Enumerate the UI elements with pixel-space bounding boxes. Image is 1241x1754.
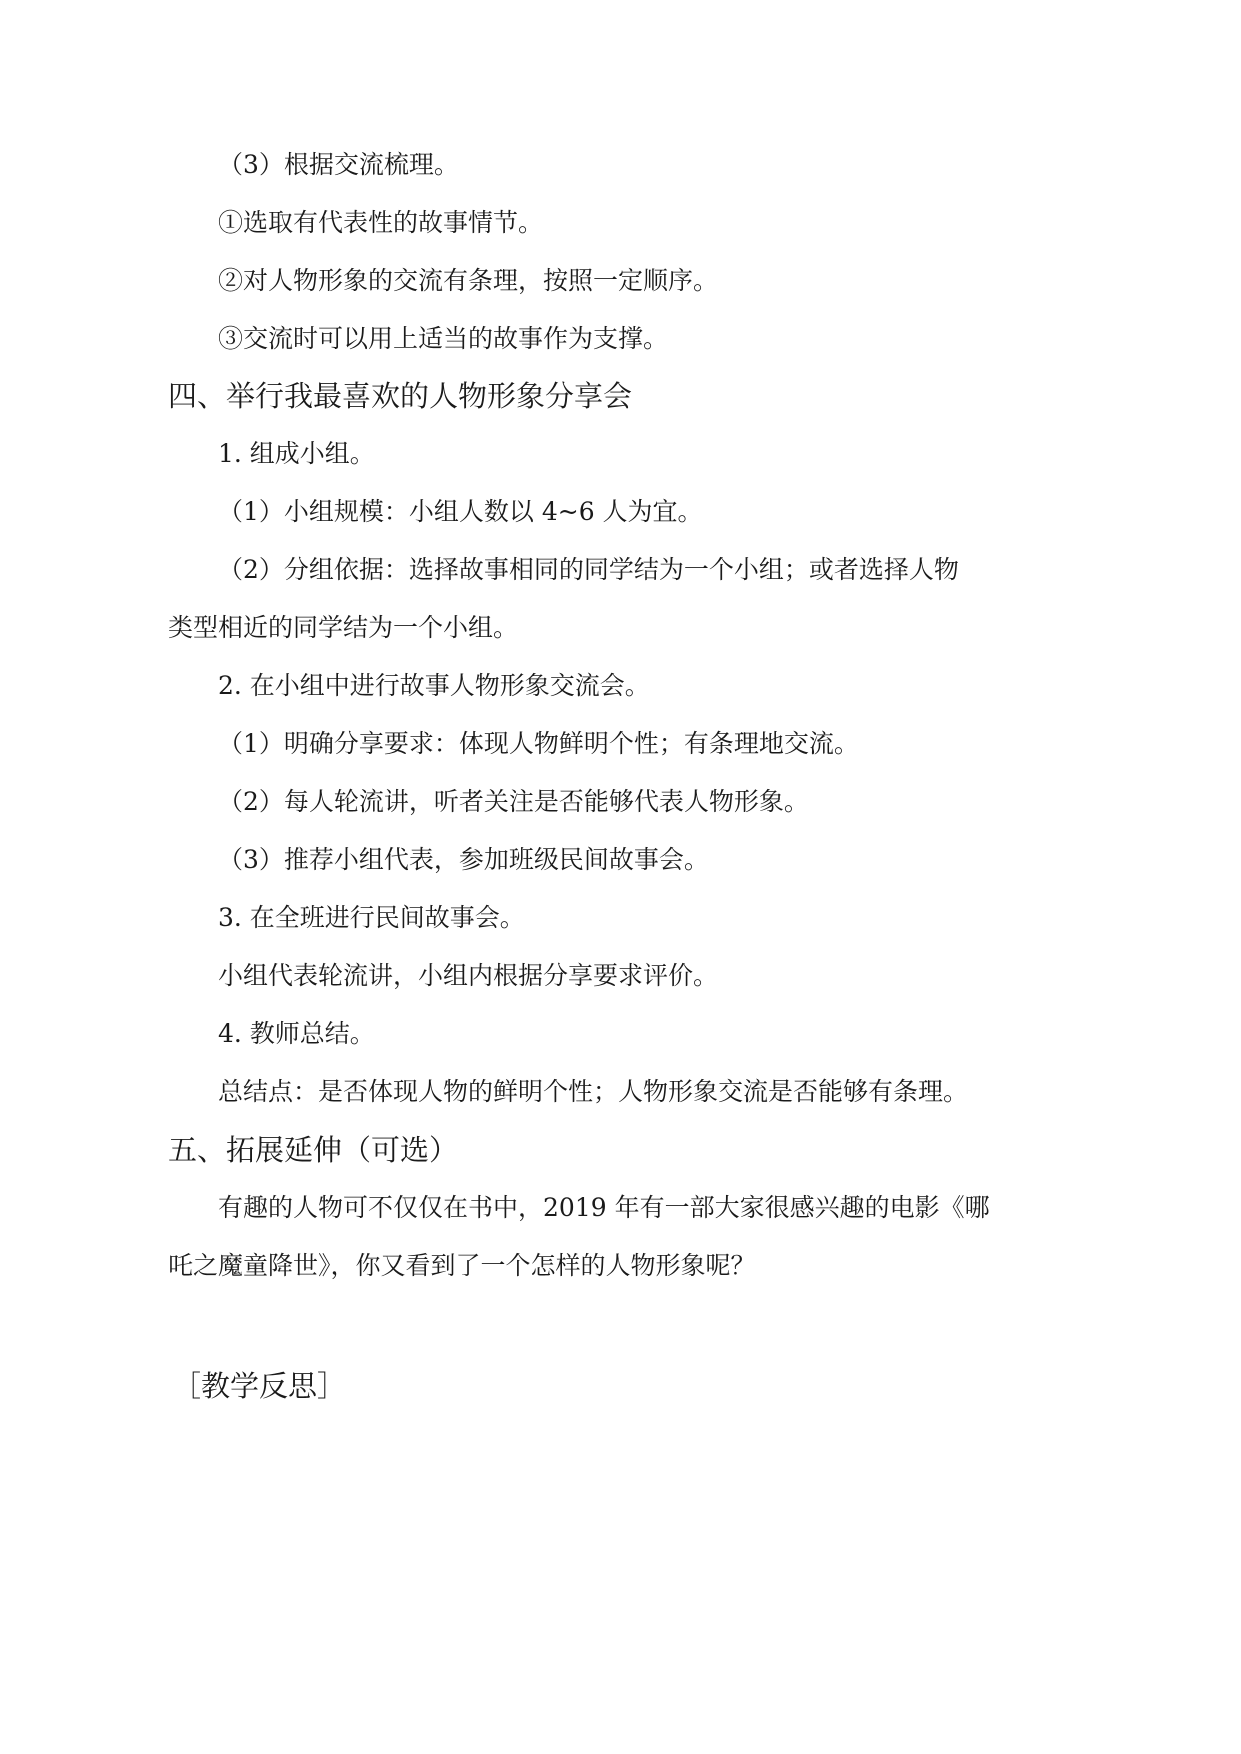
paragraph: 类型相近的同学结为一个小组。 xyxy=(168,613,519,642)
paragraph: （1）明确分享要求：体现人物鲜明个性；有条理地交流。 xyxy=(218,729,859,758)
paragraph: （1）小组规模：小组人数以 4~6 人为宜。 xyxy=(218,497,703,526)
paragraph: 总结点：是否体现人物的鲜明个性；人物形象交流是否能够有条理。 xyxy=(218,1077,969,1106)
paragraph: ②对人物形象的交流有条理，按照一定顺序。 xyxy=(218,266,719,295)
section-heading: 四、举行我最喜欢的人物形象分享会 xyxy=(168,379,633,413)
paragraph: 有趣的人物可不仅仅在书中，2019 年有一部大家很感兴趣的电影《哪 xyxy=(218,1193,990,1222)
paragraph: 1. 组成小组。 xyxy=(218,439,375,468)
paragraph: （2）每人轮流讲，听者关注是否能够代表人物形象。 xyxy=(218,787,809,816)
paragraph: ③交流时可以用上适当的故事作为支撑。 xyxy=(218,324,669,353)
paragraph: 2. 在小组中进行故事人物形象交流会。 xyxy=(218,671,650,700)
paragraph: 4. 教师总结。 xyxy=(218,1019,375,1048)
paragraph: 3. 在全班进行民间故事会。 xyxy=(218,903,525,932)
paragraph: （3）根据交流梳理。 xyxy=(218,150,459,179)
paragraph: 吒之魔童降世》，你又看到了一个怎样的人物形象呢？ xyxy=(168,1251,756,1280)
section-heading: 五、拓展延伸（可选） xyxy=(168,1133,459,1167)
paragraph: ①选取有代表性的故事情节。 xyxy=(218,208,544,237)
reflection-heading: ［教学反思］ xyxy=(172,1369,347,1403)
paragraph: （3）推荐小组代表，参加班级民间故事会。 xyxy=(218,845,709,874)
paragraph: 小组代表轮流讲，小组内根据分享要求评价。 xyxy=(218,961,719,990)
paragraph: （2）分组依据：选择故事相同的同学结为一个小组；或者选择人物 xyxy=(218,555,959,584)
